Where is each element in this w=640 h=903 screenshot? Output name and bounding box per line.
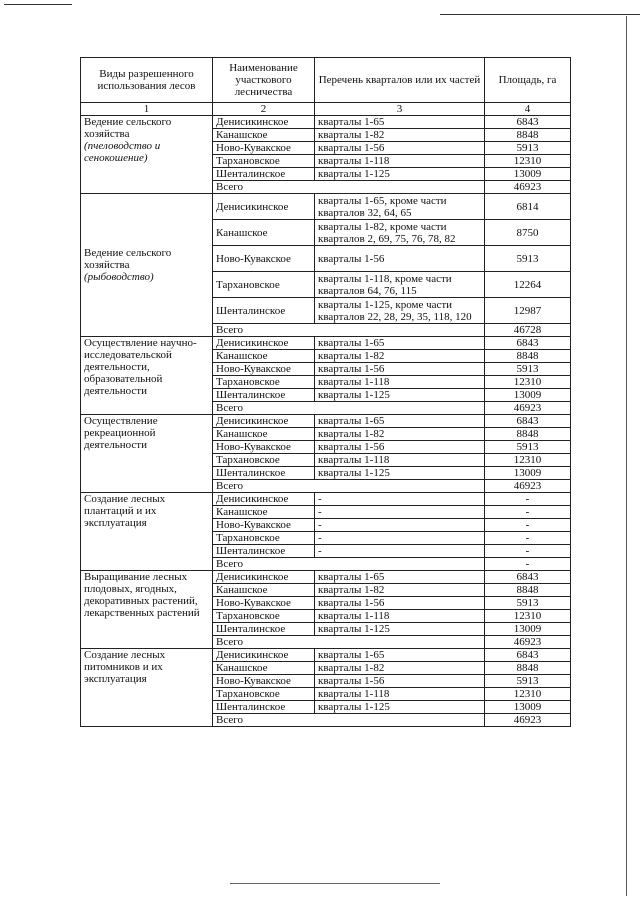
total-area: 46923: [485, 636, 571, 649]
forestry-cell: Канашское: [213, 662, 315, 675]
quarters-cell: кварталы 1-125: [315, 701, 485, 714]
forestry-cell: Денисикинское: [213, 337, 315, 350]
forestry-cell: Канашское: [213, 506, 315, 519]
total-area: 46923: [485, 480, 571, 493]
quarters-cell: кварталы 1-82: [315, 428, 485, 441]
area-cell: 6843: [485, 116, 571, 129]
area-cell: 6843: [485, 337, 571, 350]
total-label: Всего: [213, 558, 485, 571]
table-row: [81, 415, 571, 428]
area-cell: -: [485, 545, 571, 558]
quarters-cell: кварталы 1-56: [315, 246, 485, 272]
usage-type-cell: [81, 571, 213, 649]
area-cell: 12310: [485, 610, 571, 623]
area-cell: 12310: [485, 454, 571, 467]
forestry-cell: Канашское: [213, 129, 315, 142]
scan-artifact-bottom: [230, 883, 440, 884]
area-cell: -: [485, 506, 571, 519]
quarters-cell: кварталы 1-82: [315, 584, 485, 597]
area-cell: 5913: [485, 142, 571, 155]
scan-artifact-right-edge: [626, 16, 627, 896]
quarters-cell: кварталы 1-56: [315, 142, 485, 155]
forestry-cell: Тархановское: [213, 272, 315, 298]
area-cell: 6843: [485, 571, 571, 584]
area-cell: 12264: [485, 272, 571, 298]
quarters-cell: кварталы 1-118: [315, 610, 485, 623]
forestry-cell: Ново-Кувакское: [213, 675, 315, 688]
forestry-cell: Ново-Кувакское: [213, 597, 315, 610]
quarters-cell: -: [315, 493, 485, 506]
forestry-cell: Денисикинское: [213, 415, 315, 428]
forestry-cell: Денисикинское: [213, 571, 315, 584]
usage-type-cell: [81, 493, 213, 571]
table-row: [81, 649, 571, 662]
total-label: Всего: [213, 714, 485, 727]
table-row: [81, 337, 571, 350]
total-label: Всего: [213, 636, 485, 649]
quarters-cell: кварталы 1-118: [315, 376, 485, 389]
header-quarters: Перечень кварталов или их частей: [315, 58, 485, 103]
area-cell: -: [485, 493, 571, 506]
header-area: Площадь, га: [485, 58, 571, 103]
quarters-cell: кварталы 1-56: [315, 597, 485, 610]
quarters-cell: кварталы 1-65, кроме части кварталов 32, 64, 65: [315, 194, 485, 220]
forestry-cell: Ново-Кувакское: [213, 441, 315, 454]
quarters-cell: кварталы 1-56: [315, 363, 485, 376]
quarters-cell: -: [315, 532, 485, 545]
quarters-cell: кварталы 1-118: [315, 688, 485, 701]
total-area: 46728: [485, 324, 571, 337]
total-label: Всего: [213, 324, 485, 337]
usage-type-cell: [81, 116, 213, 194]
scan-artifact-top-left: [4, 4, 72, 5]
forestry-cell: Шенталинское: [213, 298, 315, 324]
area-cell: 8750: [485, 220, 571, 246]
usage-type-label: Создание лесных плантаций и их эксплуатация: [84, 493, 166, 529]
area-cell: 6814: [485, 194, 571, 220]
table-body: [81, 116, 571, 727]
total-label: Всего: [213, 402, 485, 415]
table-row: [81, 571, 571, 584]
forestry-cell: Денисикинское: [213, 649, 315, 662]
forestry-cell: Канашское: [213, 220, 315, 246]
forestry-cell: Тархановское: [213, 688, 315, 701]
quarters-cell: кварталы 1-65: [315, 649, 485, 662]
quarters-cell: кварталы 1-118, кроме части кварталов 64, 76, 115: [315, 272, 485, 298]
forestry-cell: Тархановское: [213, 532, 315, 545]
area-cell: 8848: [485, 584, 571, 597]
usage-type-label: Ведение сельского хозяйства: [84, 116, 172, 140]
table-row: [81, 493, 571, 506]
quarters-cell: -: [315, 506, 485, 519]
quarters-cell: кварталы 1-82: [315, 129, 485, 142]
usage-type-cell: [81, 649, 213, 727]
forestry-cell: Шенталинское: [213, 545, 315, 558]
quarters-cell: кварталы 1-82: [315, 350, 485, 363]
area-cell: 6843: [485, 649, 571, 662]
forestry-cell: Канашское: [213, 584, 315, 597]
quarters-cell: -: [315, 519, 485, 532]
area-cell: 12310: [485, 155, 571, 168]
quarters-cell: кварталы 1-82, кроме части кварталов 2, 69, 75, 76, 78, 82: [315, 220, 485, 246]
forestry-cell: Тархановское: [213, 454, 315, 467]
quarters-cell: кварталы 1-65: [315, 337, 485, 350]
area-cell: 5913: [485, 441, 571, 454]
area-cell: 5913: [485, 675, 571, 688]
column-number: 2: [213, 103, 315, 116]
quarters-cell: кварталы 1-125: [315, 168, 485, 181]
forestry-cell: Ново-Кувакское: [213, 142, 315, 155]
quarters-cell: кварталы 1-125: [315, 389, 485, 402]
area-cell: 13009: [485, 701, 571, 714]
area-cell: 13009: [485, 623, 571, 636]
forestry-cell: Тархановское: [213, 155, 315, 168]
area-cell: 6843: [485, 415, 571, 428]
table-row: [81, 194, 571, 220]
forestry-cell: Шенталинское: [213, 623, 315, 636]
total-area: 46923: [485, 402, 571, 415]
forestry-cell: Денисикинское: [213, 194, 315, 220]
total-area: -: [485, 558, 571, 571]
usage-type-label: Осуществление научно-исследовательской деятельности, образовательной деятельности: [84, 337, 197, 397]
header-forestry: Наименование участкового лесничества: [213, 58, 315, 103]
usage-type-note: (рыбоводство): [84, 271, 154, 283]
forestry-cell: Канашское: [213, 428, 315, 441]
usage-type-note: (пчеловодство и сенокошение): [84, 140, 161, 164]
column-number: 3: [315, 103, 485, 116]
forestry-cell: Шенталинское: [213, 168, 315, 181]
area-cell: 12987: [485, 298, 571, 324]
area-cell: 8848: [485, 350, 571, 363]
forestry-cell: Шенталинское: [213, 467, 315, 480]
forestry-cell: Тархановское: [213, 376, 315, 389]
area-cell: 8848: [485, 662, 571, 675]
total-area: 46923: [485, 714, 571, 727]
area-cell: 5913: [485, 363, 571, 376]
forestry-cell: Канашское: [213, 350, 315, 363]
forestry-cell: Шенталинское: [213, 701, 315, 714]
total-label: Всего: [213, 181, 485, 194]
usage-type-label: Осуществление рекреационной деятельности: [84, 415, 158, 451]
total-label: Всего: [213, 480, 485, 493]
column-number: 1: [81, 103, 213, 116]
forestry-cell: Шенталинское: [213, 389, 315, 402]
quarters-cell: кварталы 1-56: [315, 441, 485, 454]
area-cell: -: [485, 532, 571, 545]
table-row: [81, 116, 571, 129]
scan-artifact-top-right: [440, 14, 640, 15]
area-cell: 8848: [485, 428, 571, 441]
forestry-cell: Ново-Кувакское: [213, 246, 315, 272]
usage-type-label: Выращивание лесных плодовых, ягодных, декоративных растений, лекарственных растений: [84, 571, 200, 619]
quarters-cell: -: [315, 545, 485, 558]
usage-type-cell: [81, 194, 213, 337]
quarters-cell: кварталы 1-65: [315, 415, 485, 428]
area-cell: 8848: [485, 129, 571, 142]
area-cell: 5913: [485, 597, 571, 610]
area-cell: 12310: [485, 376, 571, 389]
quarters-cell: кварталы 1-65: [315, 116, 485, 129]
quarters-cell: кварталы 1-118: [315, 454, 485, 467]
forestry-cell: Денисикинское: [213, 116, 315, 129]
usage-type-label: Создание лесных питомников и их эксплуатация: [84, 649, 166, 685]
column-number: 4: [485, 103, 571, 116]
total-area: 46923: [485, 181, 571, 194]
usage-type-cell: [81, 415, 213, 493]
quarters-cell: кварталы 1-56: [315, 675, 485, 688]
quarters-cell: кварталы 1-65: [315, 571, 485, 584]
area-cell: 13009: [485, 168, 571, 181]
quarters-cell: кварталы 1-125: [315, 623, 485, 636]
forestry-cell: Тархановское: [213, 610, 315, 623]
quarters-cell: кварталы 1-125, кроме части кварталов 22, 28, 29, 35, 118, 120: [315, 298, 485, 324]
area-cell: -: [485, 519, 571, 532]
quarters-cell: кварталы 1-125: [315, 467, 485, 480]
area-cell: 13009: [485, 389, 571, 402]
forest-usage-table: [80, 57, 571, 727]
area-cell: 12310: [485, 688, 571, 701]
header-usage: Виды разрешенного использования лесов: [81, 58, 213, 103]
usage-type-label: Ведение сельского хозяйства: [84, 247, 172, 271]
forestry-cell: Ново-Кувакское: [213, 519, 315, 532]
area-cell: 13009: [485, 467, 571, 480]
quarters-cell: кварталы 1-82: [315, 662, 485, 675]
usage-type-cell: [81, 337, 213, 415]
quarters-cell: кварталы 1-118: [315, 155, 485, 168]
area-cell: 5913: [485, 246, 571, 272]
forestry-cell: Ново-Кувакское: [213, 363, 315, 376]
forestry-cell: Денисикинское: [213, 493, 315, 506]
